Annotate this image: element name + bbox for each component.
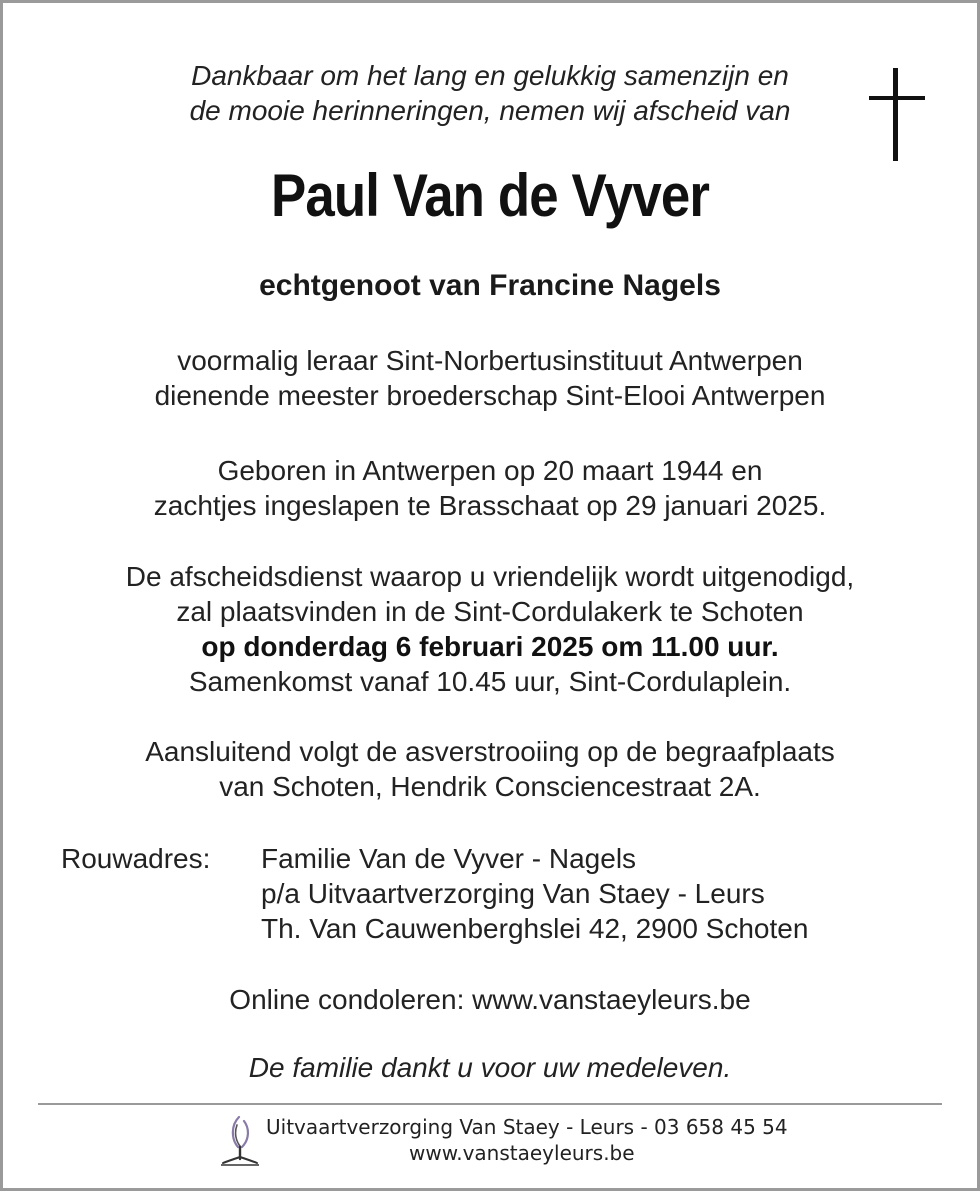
- ashes-block: [3, 734, 977, 804]
- gathering-line: Samenkomst vanaf 10.45 uur, Sint-Cordulaplein.: [188, 666, 792, 697]
- ashes-line-2: van Schoten, Hendrik Consciencestraat 2A.: [219, 771, 761, 802]
- address-line-3: Th. Van Cauwenberghslei 42, 2900 Schoten: [261, 913, 809, 944]
- ashes-line-1: Aansluitend volgt de asverstrooiing op de begraafplaats: [145, 736, 835, 767]
- career-line-2: dienende meester broederschap Sint-Elooi Antwerpen: [154, 380, 826, 411]
- footer-company-line: Uitvaartverzorging Van Staey - Leurs - 03 658 45 54: [266, 1115, 788, 1139]
- death-line: zachtjes ingeslapen te Brasschaat op 29 januari 2025.: [153, 490, 827, 521]
- flame-tree-logo-icon: [219, 1113, 263, 1169]
- service-datetime: op donderdag 6 februari 2025 om 11.00 uur.: [201, 631, 779, 662]
- address-label: Rouwadres:: [61, 843, 211, 874]
- intro-text: [63, 58, 917, 128]
- service-line-1: De afscheidsdienst waarop u vriendelijk wordt uitgenodigd,: [125, 561, 855, 592]
- footer: [219, 1111, 799, 1171]
- career-block: [3, 343, 977, 413]
- intro-line-1: Dankbaar om het lang en gelukkig samenzijn en: [191, 60, 789, 91]
- thanks-line: De familie dankt u voor uw medeleven.: [248, 1052, 732, 1083]
- birth-line: Geboren in Antwerpen op 20 maart 1944 en: [217, 455, 763, 486]
- address-line-1: Familie Van de Vyver - Nagels: [261, 843, 637, 874]
- service-line-2: zal plaatsvinden in de Sint-Cordulakerk te Schoten: [176, 596, 804, 627]
- online-condolences: Online condoleren: www.vanstaeyleurs.be: [229, 984, 751, 1015]
- spouse-line: echtgenoot van Francine Nagels: [259, 269, 721, 302]
- dates-block: [3, 453, 977, 523]
- address-line-2: p/a Uitvaartverzorging Van Staey - Leurs: [261, 878, 765, 909]
- cross-icon: [869, 68, 925, 161]
- footer-website[interactable]: www.vanstaeyleurs.be: [409, 1141, 635, 1165]
- service-block: [3, 559, 977, 699]
- career-line-1: voormalig leraar Sint-Norbertusinstituut Antwerpen: [177, 345, 803, 376]
- deceased-name: Paul Van de Vyver: [271, 162, 709, 229]
- intro-line-2: de mooie herinneringen, nemen wij afscheid van: [189, 95, 791, 126]
- footer-divider: [38, 1103, 942, 1105]
- address-lines: [261, 841, 808, 946]
